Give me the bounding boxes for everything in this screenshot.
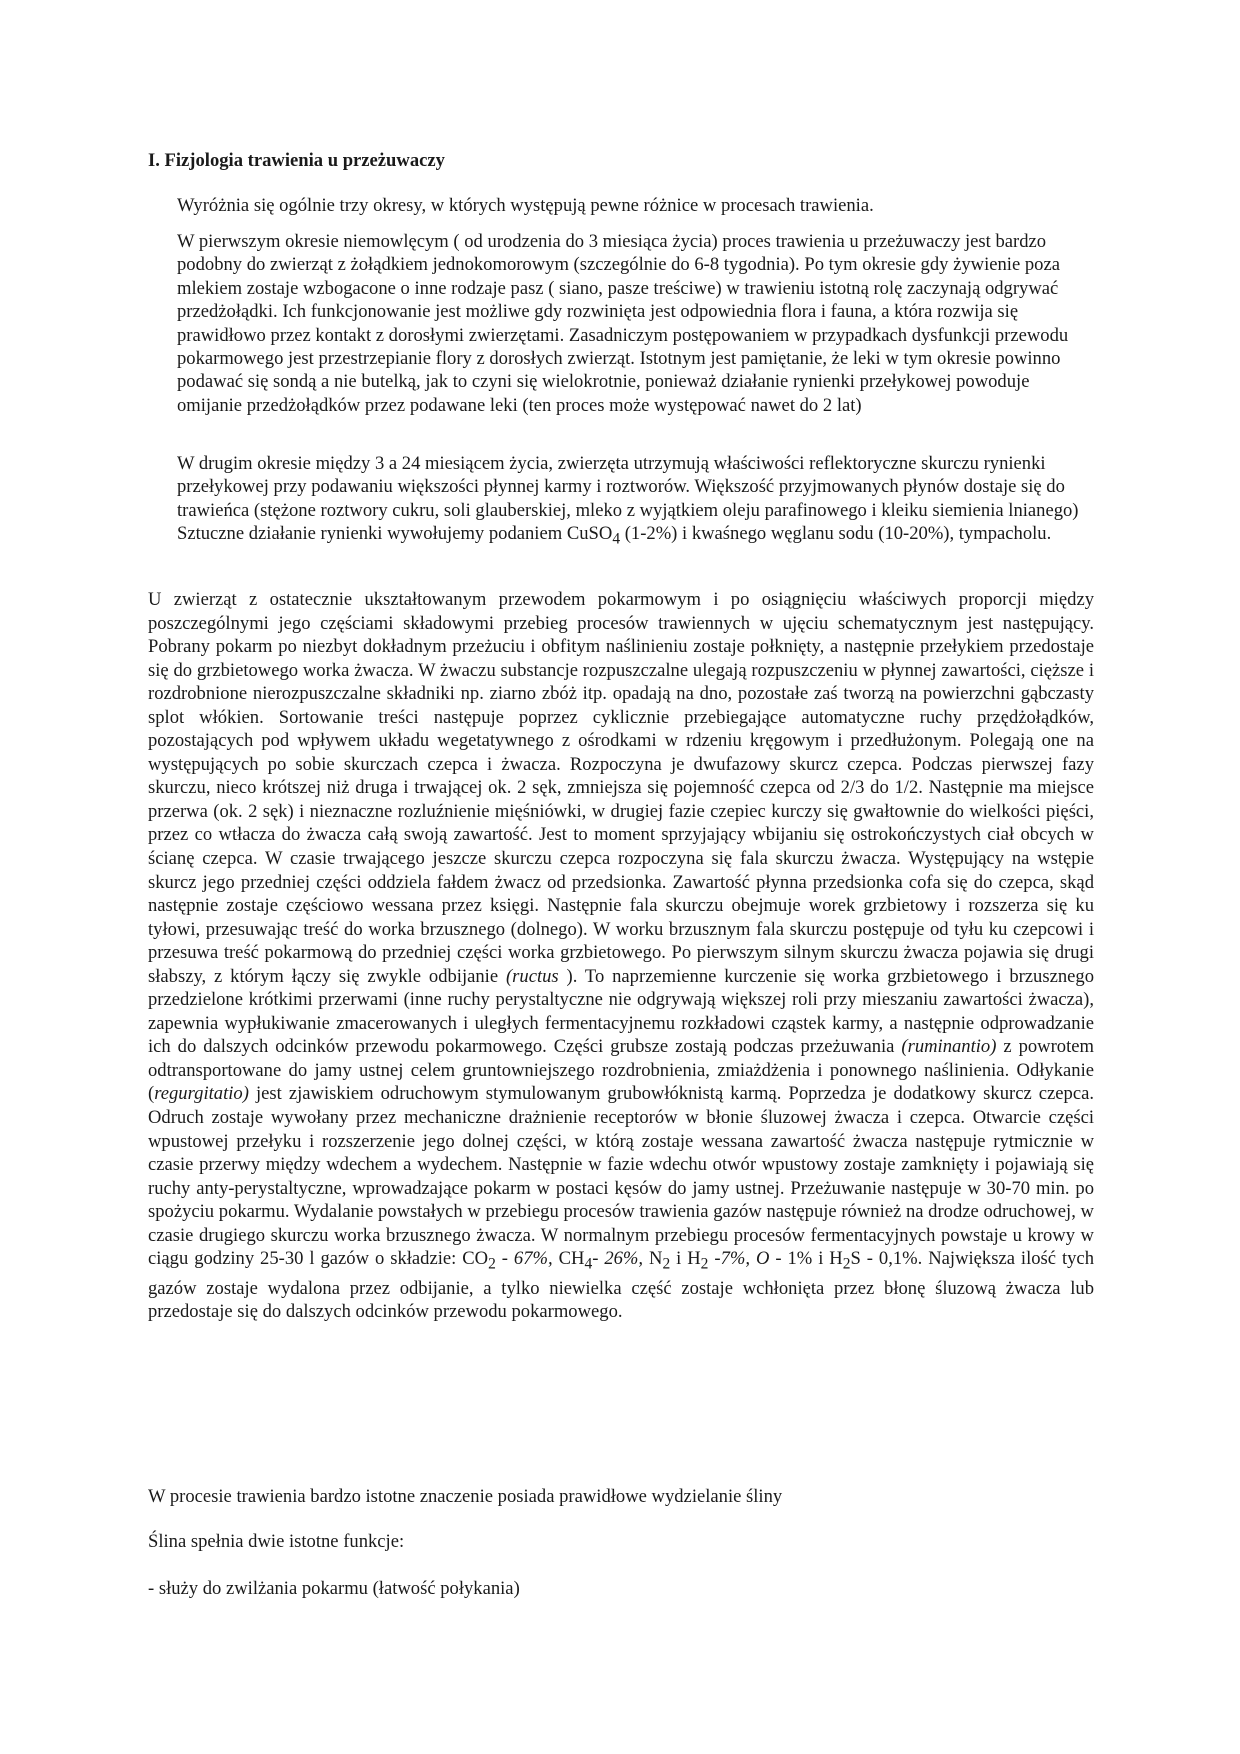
saliva-intro-line: W procesie trawienia bardzo istotne znaczenie posiada prawidłowe wydzielanie śliny bbox=[148, 1486, 783, 1507]
subscript-h2: 2 bbox=[700, 1256, 709, 1274]
second-period-text-b: (1-2%) i kwaśnego węglanu sodu (10-20%), tympacholu. bbox=[620, 523, 1052, 545]
main-text-3: z powrotem odtransportowane do jamy ustnej celem gruntowniejszego rozdrobnienia, zmiażdżenia i ponownego naślinienia. Odłykanie ( bbox=[148, 1036, 1094, 1105]
main-text-4: jest zjawiskiem odruchowym stymulowanym grubowłóknistą karmą. Poprzedza je dodatkowy skurcz czepca. Odruch zostaje wywołany przez mechaniczne drażnienie receptorów w błonie śluzowej żwacza i czepca. Otwarcie części wpustowej przełyku i rozszerzenie jego dolnej części, w którą zostaje wessana zawartość żwacza następuje rytmicznie w czasie przerwy między wdechem a wydechem. Następnie w fazie wdechu otwór wpustowy zostaje zamknięty i pojawiają się ruchy anty-perystaltyczne, wprowadzające pokarm w postaci kęsów do jamy ustnej. Przeżuwanie następuje w 30-70 min. po spożyciu pokarmu. Wydalanie powstałych w przebiegu procesów trawienia gazów następuje również na drodze odruchowej, w czasie drugiego skurczu worka brzusznego żwacza. W normalnym przebiegu procesów fermentacyjnych powstaje u krowy w ciągu godziny 25-30 l gazów o składzie: CO bbox=[148, 1083, 1094, 1270]
subscript-ch4: 4 bbox=[584, 1256, 593, 1274]
main-paragraph-digestion bbox=[148, 588, 1094, 1324]
value-h2-o: -7%, O bbox=[714, 1248, 770, 1270]
term-ructus: (ructus bbox=[505, 965, 559, 987]
saliva-function-item-1: - służy do zwilżania pokarmu (łatwość połykania) bbox=[148, 1578, 520, 1599]
main-text-11: - 1% i H bbox=[769, 1248, 843, 1270]
main-text-12: S - 0,1%. Największa ilość tych gazów zostaje wydalona przez odbijanie, a tylko niewielka część zostaje wchłonięta przez błonę śluzową żwacza lub przedostaje się do dalszych odcinków przewodu pokarmowego. bbox=[148, 1248, 1094, 1323]
term-ruminantio: (ruminantio) bbox=[901, 1036, 997, 1058]
term-regurgitatio: regurgitatio) bbox=[154, 1083, 249, 1105]
section-title: I. Fizjologia trawienia u przeżuwaczy bbox=[148, 150, 445, 171]
main-text-7: - bbox=[592, 1248, 605, 1270]
subscript-cuso4: 4 bbox=[612, 530, 621, 548]
intro-paragraph-neonatal: W pierwszym okresie niemowlęcym ( od urodzenia do 3 miesiąca życia) proces trawienia u przeżuwaczy jest bardzo podobny do zwierząt z żołądkiem jednokomorowym (szczególnie do 6-8 tygodnia). Po tym okresie gdy żywienie poza mlekiem zostaje wzbogacone o inne rodzaje pasz ( siano, pasze treściwe) w trawieniu istotną rolę zaczynają odgrywać przedżołądki. Ich funkcjonowanie jest możliwe gdy rozwinięta jest odpowiednia flora i fauna, a która rozwija się prawidłowo przez kontakt z dorosłymi zwierzętami. Zasadniczym postępowaniem w przypadkach dysfunkcji przewodu pokarmowego jest przestrzepianie flory z dorosłych zwierząt. Istotnym jest pamiętanie, że leki w tym okresie powinno podawać się sondą a nie butelką, jak to czyni się wielokrotnie, ponieważ działanie rynienki przełykowej powoduje omijanie przedżołądków przez podawane leki (ten proces może występować nawet do 2 lat) bbox=[177, 231, 1069, 416]
main-text-1: U zwierząt z ostatecznie ukształtowanym przewodem pokarmowym i po osiągnięciu właściwych proporcji między poszczególnymi jego częściami składowymi przebieg procesów trawiennych w ujęciu schematycznym jest następujący. Pobrany pokarm po niezbyt dokładnym przeżuciu i obfitym naślinieniu zostaje połknięty, a następnie przełykiem przedostaje się do grzbietowego worka żwacza. W żwaczu substancje rozpuszczalne ulegają rozpuszczeniu w płynnej zawartości, cięższe i rozdrobnione nierozpuszczalne składniki np. ziarno zbóż itp. opadają na dno, pozostałe zaś tworzą na powierzchni gąbczasty splot włókien. Sortowanie treści następuje poprzez cyklicznie przebiegające automatyczne ruchy przędżołądków, pozostających pod wpływem układu wegetatywnego z ośrodkami w rdzeniu kręgowym i przedłużonym. Polegają one na występujących po sobie skurczach czepca i żwacza. Rozpoczyna je dwufazowy skurcz czepca. Podczas pierwszej fazy skurczu, nieco krótszej niż druga i trwającej ok. 2 sęk, zmniejsza się pojemność czepca od 2/3 do 1/2. Następnie ma miejsce przerwa (ok. 2 sęk) i nieznaczne rozluźnienie mięśniówki, w drugiej fazie czepiec kurczy się gwałtownie do wielkości pięści, przez co wtłacza do żwacza całą swoją zawartość. Jest to moment sprzyjający wbijaniu się ostrokończystych ciał obcych w ścianę czepca. W czasie trwającego jeszcze skurczu czepca rozpoczyna się fala skurczu żwacza. Występujący na wstępie skurcz jego przedniej części oddziela fałdem żwacz od przedsionka. Zawartość płynna przedsionka cofa się do czepca, skąd następnie zostaje częściowo wessana przez księgi. Następnie fala skurczu obejmuje worek grzbietowy i rozszerza się ku tyłowi, przesuwając treść do worka brzusznego (dolnego). W worku brzusznym fala skurczu postępuje od tyłu ku czepcowi i przesuwa treść pokarmową do przedniej części worka grzbietowego. Po pierwszym silnym skurczu żwacza pojawia się drugi słabszy, z którym łączy się zwykle odbijanie bbox=[148, 589, 1094, 987]
value-co2: 67%, bbox=[513, 1248, 553, 1270]
value-ch4: 26%, bbox=[604, 1248, 644, 1270]
subscript-h2s: 2 bbox=[842, 1256, 851, 1274]
subscript-co2: 2 bbox=[488, 1256, 496, 1274]
saliva-functions-line: Ślina spełnia dwie istotne funkcje: bbox=[148, 1531, 405, 1552]
main-text-2: ). To naprzemienne kurczenie się worka grzbietowego i brzusznego przedzielone krótkimi przerwami (inne ruchy perystaltyczne nie odgrywają większej roli przy mieszaniu zawartości żwacza), zapewnia wypłukiwanie zmacerowanych i uległych fermentacyjnemu rozkładowi cząstek karmy, a następnie odprowadzanie ich do dalszych odcinków przewodu pokarmowego. Części grubsze zostają podczas przeżuwania bbox=[148, 965, 1094, 1058]
main-text-6: CH bbox=[552, 1248, 585, 1270]
intro-paragraph-periods: Wyróżnia się ogólnie trzy okresy, w których występują pewne różnice w procesach trawienia. bbox=[177, 195, 874, 216]
subscript-n2: 2 bbox=[662, 1256, 671, 1274]
main-text-5: - bbox=[495, 1248, 514, 1270]
intro-paragraph-second-period bbox=[177, 452, 1097, 551]
second-period-text-a: W drugim okresie między 3 a 24 miesiącem życia, zwierzęta utrzymują właściwości reflektoryczne skurczu rynienki przełykowej przy podawaniu większości płynnej karmy i roztworów. Większość przyjmowanych płynów dostaje się do trawieńca (stężone roztwory cukru, soli glauberskiej, mleko z wyjątkiem oleju parafinowego i kleiku siemienia lnianego) Sztuczne działanie rynienki wywołujemy podaniem CuSO bbox=[177, 453, 1079, 545]
main-text-9: i H bbox=[670, 1248, 701, 1270]
main-text-8: N bbox=[643, 1248, 663, 1270]
